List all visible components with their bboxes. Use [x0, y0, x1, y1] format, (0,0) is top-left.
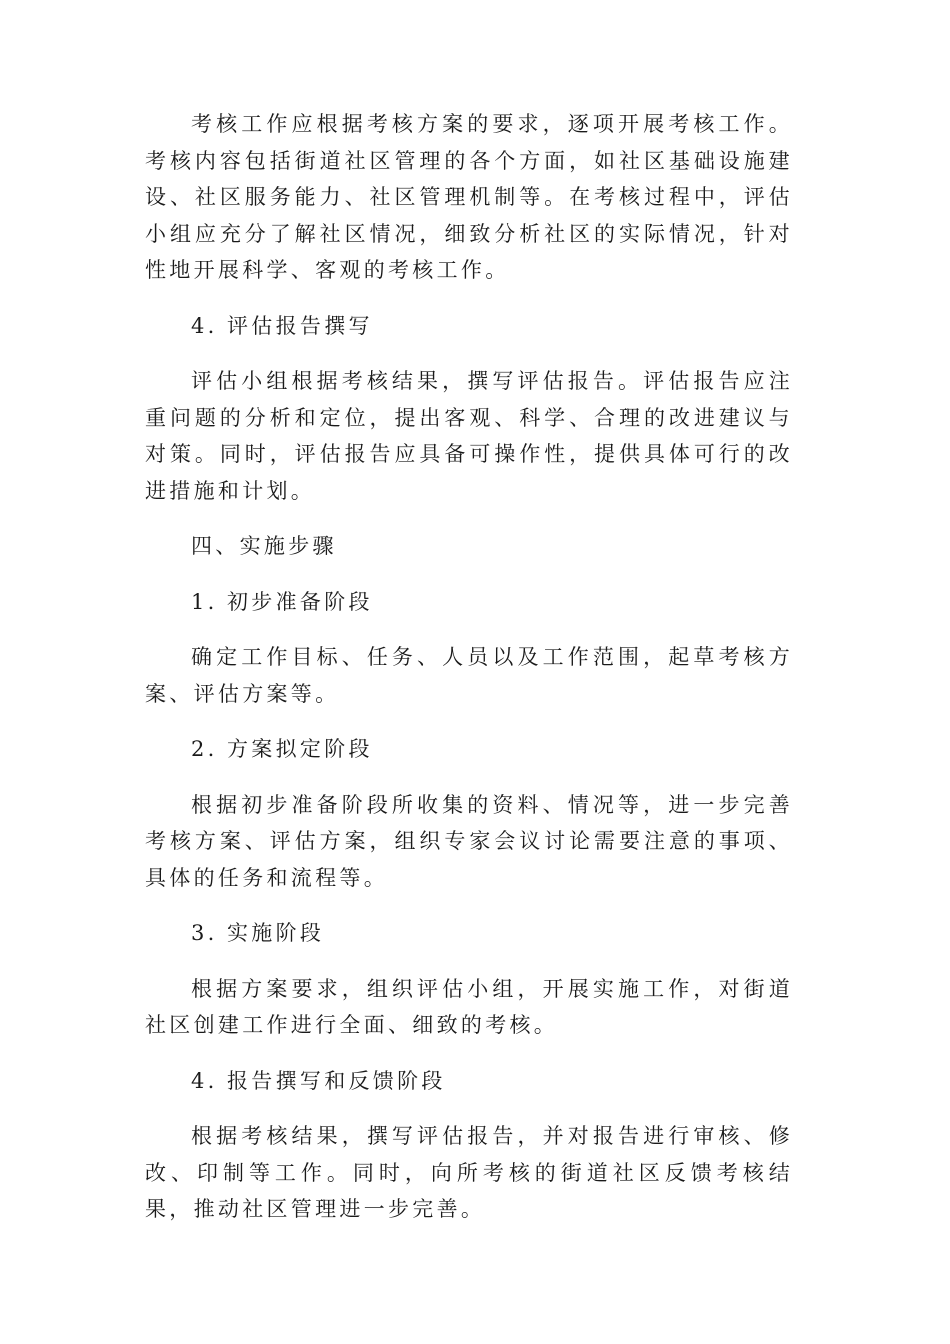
heading-text: 方案拟定阶段: [227, 737, 373, 761]
heading-text: 评估报告撰写: [227, 313, 373, 338]
heading-text: 实施阶段: [227, 921, 325, 945]
heading-report-writing: [145, 308, 793, 345]
paragraph-report-writing: 评估小组根据考核结果，撰写评估报告。评估报告应注重问题的分析和定位，提出客观、科学、合理的改进建议与对策。同时，评估报告应具备可操作性，提供具体可行的改进措施和计划。: [145, 369, 793, 503]
paragraph-implementation-stage: 根据方案要求，组织评估小组，开展实施工作，对街道社区创建工作进行全面、细致的考核。: [145, 976, 793, 1037]
heading-number: 1.: [191, 589, 218, 614]
heading-number: 3.: [191, 921, 218, 945]
paragraph-plan-drafting-stage: 根据初步准备阶段所收集的资料、情况等，进一步完善考核方案、评估方案，组织专家会议讨论需要注意的事项、具体的任务和流程等。: [145, 792, 793, 890]
document-page: [145, 106, 793, 1247]
heading-number: 2.: [191, 737, 218, 761]
paragraph-assessment-work: 考核工作应根据考核方案的要求，逐项开展考核工作。考核内容包括街道社区管理的各个方面，如社区基础设施建设、社区服务能力、社区管理机制等。在考核过程中，评估小组应充分了解社区情况，细致分析社区的实际情况，针对性地开展科学、客观的考核工作。: [145, 112, 793, 282]
heading-preparation-stage: [145, 584, 793, 621]
heading-text: 初步准备阶段: [227, 589, 373, 614]
heading-plan-drafting-stage: [145, 731, 793, 768]
heading-implementation-stage: [145, 915, 793, 952]
paragraph-report-feedback-stage: 根据考核结果，撰写评估报告，并对报告进行审核、修改、印制等工作。同时，向所考核的街道社区反馈考核结果，推动社区管理进一步完善。: [145, 1124, 793, 1221]
heading-number: 4.: [191, 1068, 218, 1093]
heading-report-feedback-stage: [145, 1063, 793, 1100]
paragraph-preparation-stage: 确定工作目标、任务、人员以及工作范围，起草考核方案、评估方案等。: [145, 645, 793, 706]
heading-number: 4.: [191, 313, 218, 338]
heading-text: 报告撰写和反馈阶段: [227, 1068, 446, 1093]
section-heading-implementation-steps: 四、实施步骤: [191, 534, 337, 558]
